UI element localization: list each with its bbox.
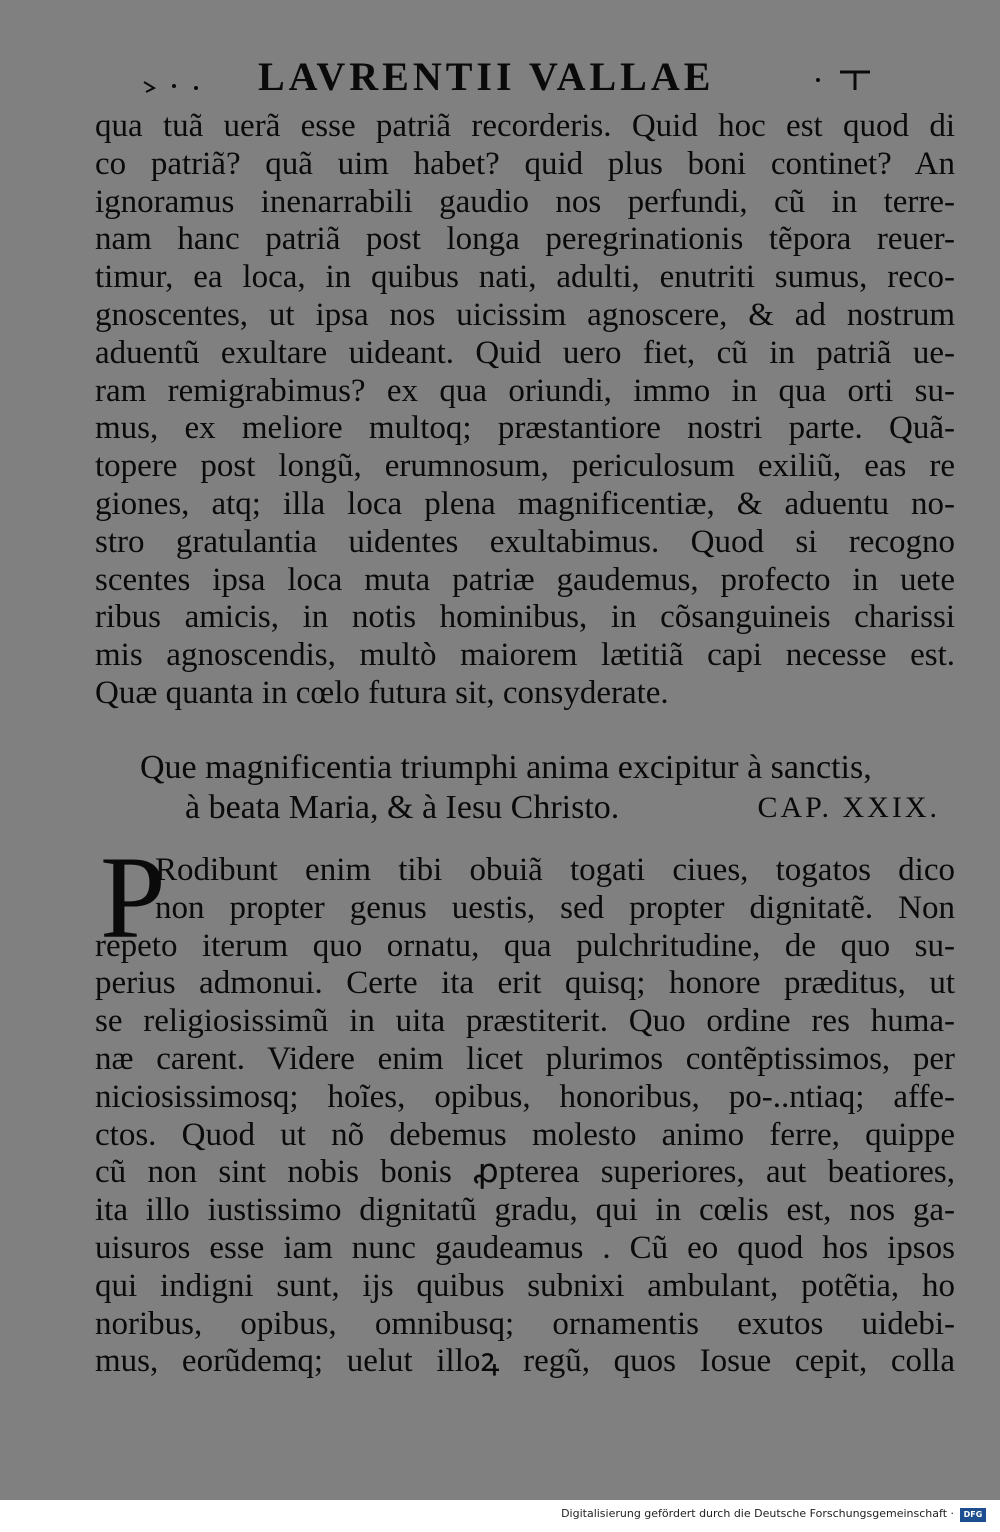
text-line: nam hanc patriã post longa peregrinationis tẽpora reuer- — [95, 221, 955, 258]
chapter-number: CAP. XXIX. — [757, 791, 940, 824]
chapter-heading-line-1: Que magnificentia triumphi anima excipitur à sanctis, — [140, 749, 872, 786]
body-text-block — [95, 108, 955, 713]
text-line: topere post longũ, erumnosum, periculosum exiliũ, eas re — [95, 448, 955, 485]
text-line: uisuros esse iam nunc gaudeamus . Cũ eo quod hos ipsos — [95, 1229, 955, 1266]
dfg-logo-icon: DFG — [960, 1508, 986, 1522]
text-line: niciosissimosq; hoĩes, opibus, honoribus, po-..ntiaq; affe- — [95, 1078, 955, 1115]
chapter-body-text — [95, 852, 955, 1381]
running-head — [0, 52, 1000, 102]
chapter-heading-line-2 — [140, 788, 940, 828]
text-line-last: Quæ quanta in cœlo futura sit, consyderate. — [95, 674, 669, 711]
running-head-title: LAVRENTII VALLAE — [258, 54, 715, 99]
text-line: qua tuã uerã esse patriã recorderis. Quid hoc est quod di — [95, 108, 955, 144]
text-line: timur, ea loca, in quibus nati, adulti, enutriti sumus, reco- — [95, 259, 955, 296]
text-line: ita illo iustissimo dignitatũ gradu, qui in cœlis est, nos ga- — [95, 1192, 955, 1229]
text-line: næ carent. Videre enim licet plurimos contẽptissimos, per — [95, 1040, 955, 1077]
text-line: giones, atq; illa loca plena magnificentiæ, & aduentu no- — [95, 485, 955, 522]
text-line: noribus, opibus, omnibusq; ornamentis exutos uidebi- — [95, 1305, 955, 1342]
text-line: se religiosissimũ in uita præstiterit. Quo ordine res huma- — [95, 1003, 955, 1040]
text-line: aduentũ exultare uideant. Quid uero fiet, cũ in patriã ue- — [95, 334, 955, 371]
text-line: cũ non sint nobis bonis ꝓpterea superiores, aut beatiores, — [95, 1154, 955, 1191]
text-line: repeto iterum quo ornatu, qua pulchritudine, de quo su- — [95, 927, 955, 964]
chapter-heading-subtitle: à beata Maria, & à Iesu Christo. — [185, 789, 620, 826]
drop-capital: P — [100, 832, 166, 963]
ornament-mark-right — [810, 64, 880, 94]
text-line: ignoramus inenarrabili gaudio nos perfundi, cũ in terre- — [95, 183, 955, 220]
text-line: qui indigni sunt, ijs quibus subnixi ambulant, potẽtia, ho — [95, 1267, 955, 1304]
chapter-heading — [140, 748, 940, 828]
text-line: co patriã? quã uim habet? quid plus boni continet? An — [95, 145, 955, 182]
text-line: scentes ipsa loca muta patriæ gaudemus, profecto in uete — [95, 561, 955, 598]
text-line: gnoscentes, ut ipsa nos uicissim agnoscere, & ad nostrum — [95, 296, 955, 333]
text-line: ram remigrabimus? ex qua oriundi, immo in qua orti su- — [95, 372, 955, 409]
text-line: non propter genus uestis, sed propter dignitatẽ. Non — [155, 889, 955, 926]
ornament-mark-left — [140, 76, 210, 96]
digitization-footer — [0, 1500, 1000, 1532]
text-line: mus, ex meliore multoq; præstantiore nostri parte. Quã- — [95, 410, 955, 447]
text-line: Rodibunt enim tibi obuiã togati ciues, togatos dico — [155, 852, 955, 888]
text-line: perius admonui. Certe ita erit quisq; honore præditus, ut — [95, 965, 955, 1002]
funding-credit: Digitalisierung gefördert durch die Deutsche Forschungsgemeinschaft · — [561, 1507, 954, 1520]
text-line: mis agnoscendis, multò maiorem lætitiã capi necesse est. — [95, 637, 955, 674]
text-line: mus, eorũdemq; uelut illoꝝ regũ, quos Iosue cepit, colla — [95, 1343, 955, 1380]
text-line: stro gratulantia uidentes exultabimus. Quod si recogno — [95, 523, 955, 560]
text-line: ribus amicis, in notis hominibus, in cõsanguineis charissi — [95, 599, 955, 636]
text-line: ctos. Quod ut nõ debemus molesto animo ferre, quippe — [95, 1116, 955, 1153]
